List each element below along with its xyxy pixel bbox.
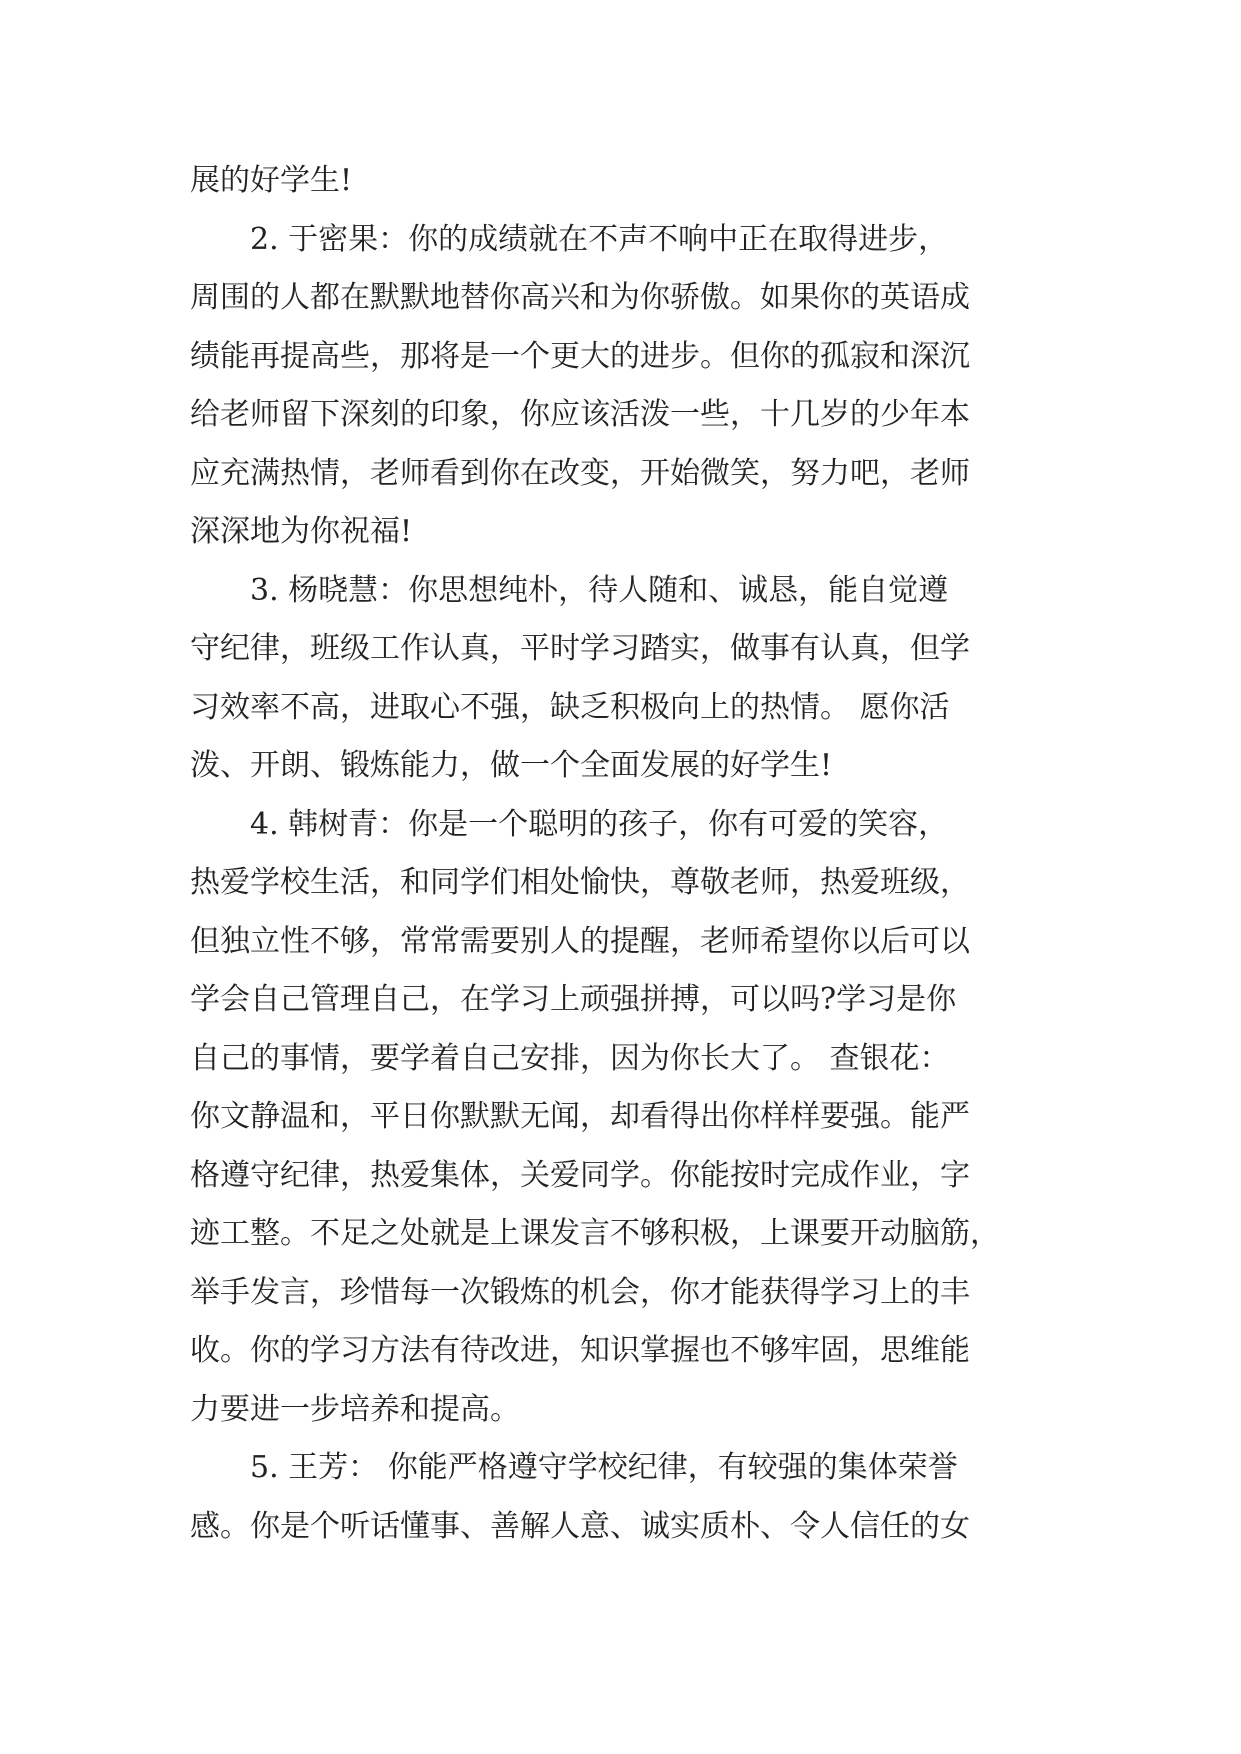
- text-line: 2. 于密果：你的成绩就在不声不响中正在取得进步，: [250, 221, 949, 257]
- text-line: 你文静温和，平日你默默无闻，却看得出你样样要强。能严: [190, 1099, 970, 1134]
- document-body: [190, 152, 1062, 1556]
- text-line: 格遵守纪律，热爱集体，关爱同学。你能按时完成作业，字: [190, 1157, 970, 1193]
- text-line: 4. 韩树青：你是一个聪明的孩子，你有可爱的笑容，: [250, 806, 949, 842]
- text-line: 泼、开朗、锻炼能力，做一个全面发展的好学生!: [190, 748, 833, 783]
- text-line: 周围的人都在默默地替你高兴和为你骄傲。如果你的英语成: [190, 280, 970, 315]
- text-line: 应充满热情，老师看到你在改变，开始微笑，努力吧，老师: [190, 455, 970, 491]
- text-line: 绩能再提高些，那将是一个更大的进步。但你的孤寂和深沉: [190, 338, 970, 374]
- text-line: 守纪律，班级工作认真，平时学习踏实，做事有认真，但学: [190, 631, 970, 666]
- text-line: 热爱学校生活，和同学们相处愉快，尊敬老师，热爱班级，: [190, 865, 970, 900]
- text-line: 深深地为你祝福!: [190, 514, 413, 549]
- text-line: 学会自己管理自己，在学习上顽强拼搏，可以吗?学习是你: [190, 982, 957, 1017]
- text-line: 迹工整。不足之处就是上课发言不够积极，上课要开动脑筋，: [190, 1216, 1000, 1251]
- text-line: 自己的事情，要学着自己安排，因为你长大了。 查银花：: [190, 1040, 950, 1076]
- text-line: 但独立性不够，常常需要别人的提醒，老师希望你以后可以: [190, 923, 970, 959]
- text-line: 展的好学生!: [190, 163, 353, 198]
- text-line: 3. 杨晓慧：你思想纯朴，待人随和、诚恳，能自觉遵: [250, 572, 949, 608]
- text-line: 收。你的学习方法有待改进，知识掌握也不够牢固，思维能: [190, 1333, 970, 1368]
- text-line: 给老师留下深刻的印象，你应该活泼一些，十几岁的少年本: [190, 397, 970, 432]
- text-line: 举手发言，珍惜每一次锻炼的机会，你才能获得学习上的丰: [190, 1274, 970, 1310]
- text-line: 5. 王芳： 你能严格遵守学校纪律，有较强的集体荣誉: [250, 1450, 958, 1485]
- text-line: 感。你是个听话懂事、善解人意、诚实质朴、令人信任的女: [190, 1508, 970, 1544]
- text-line: 习效率不高，进取心不强，缺乏积极向上的热情。 愿你活: [190, 689, 950, 725]
- text-line: 力要进一步培养和提高。: [190, 1391, 520, 1427]
